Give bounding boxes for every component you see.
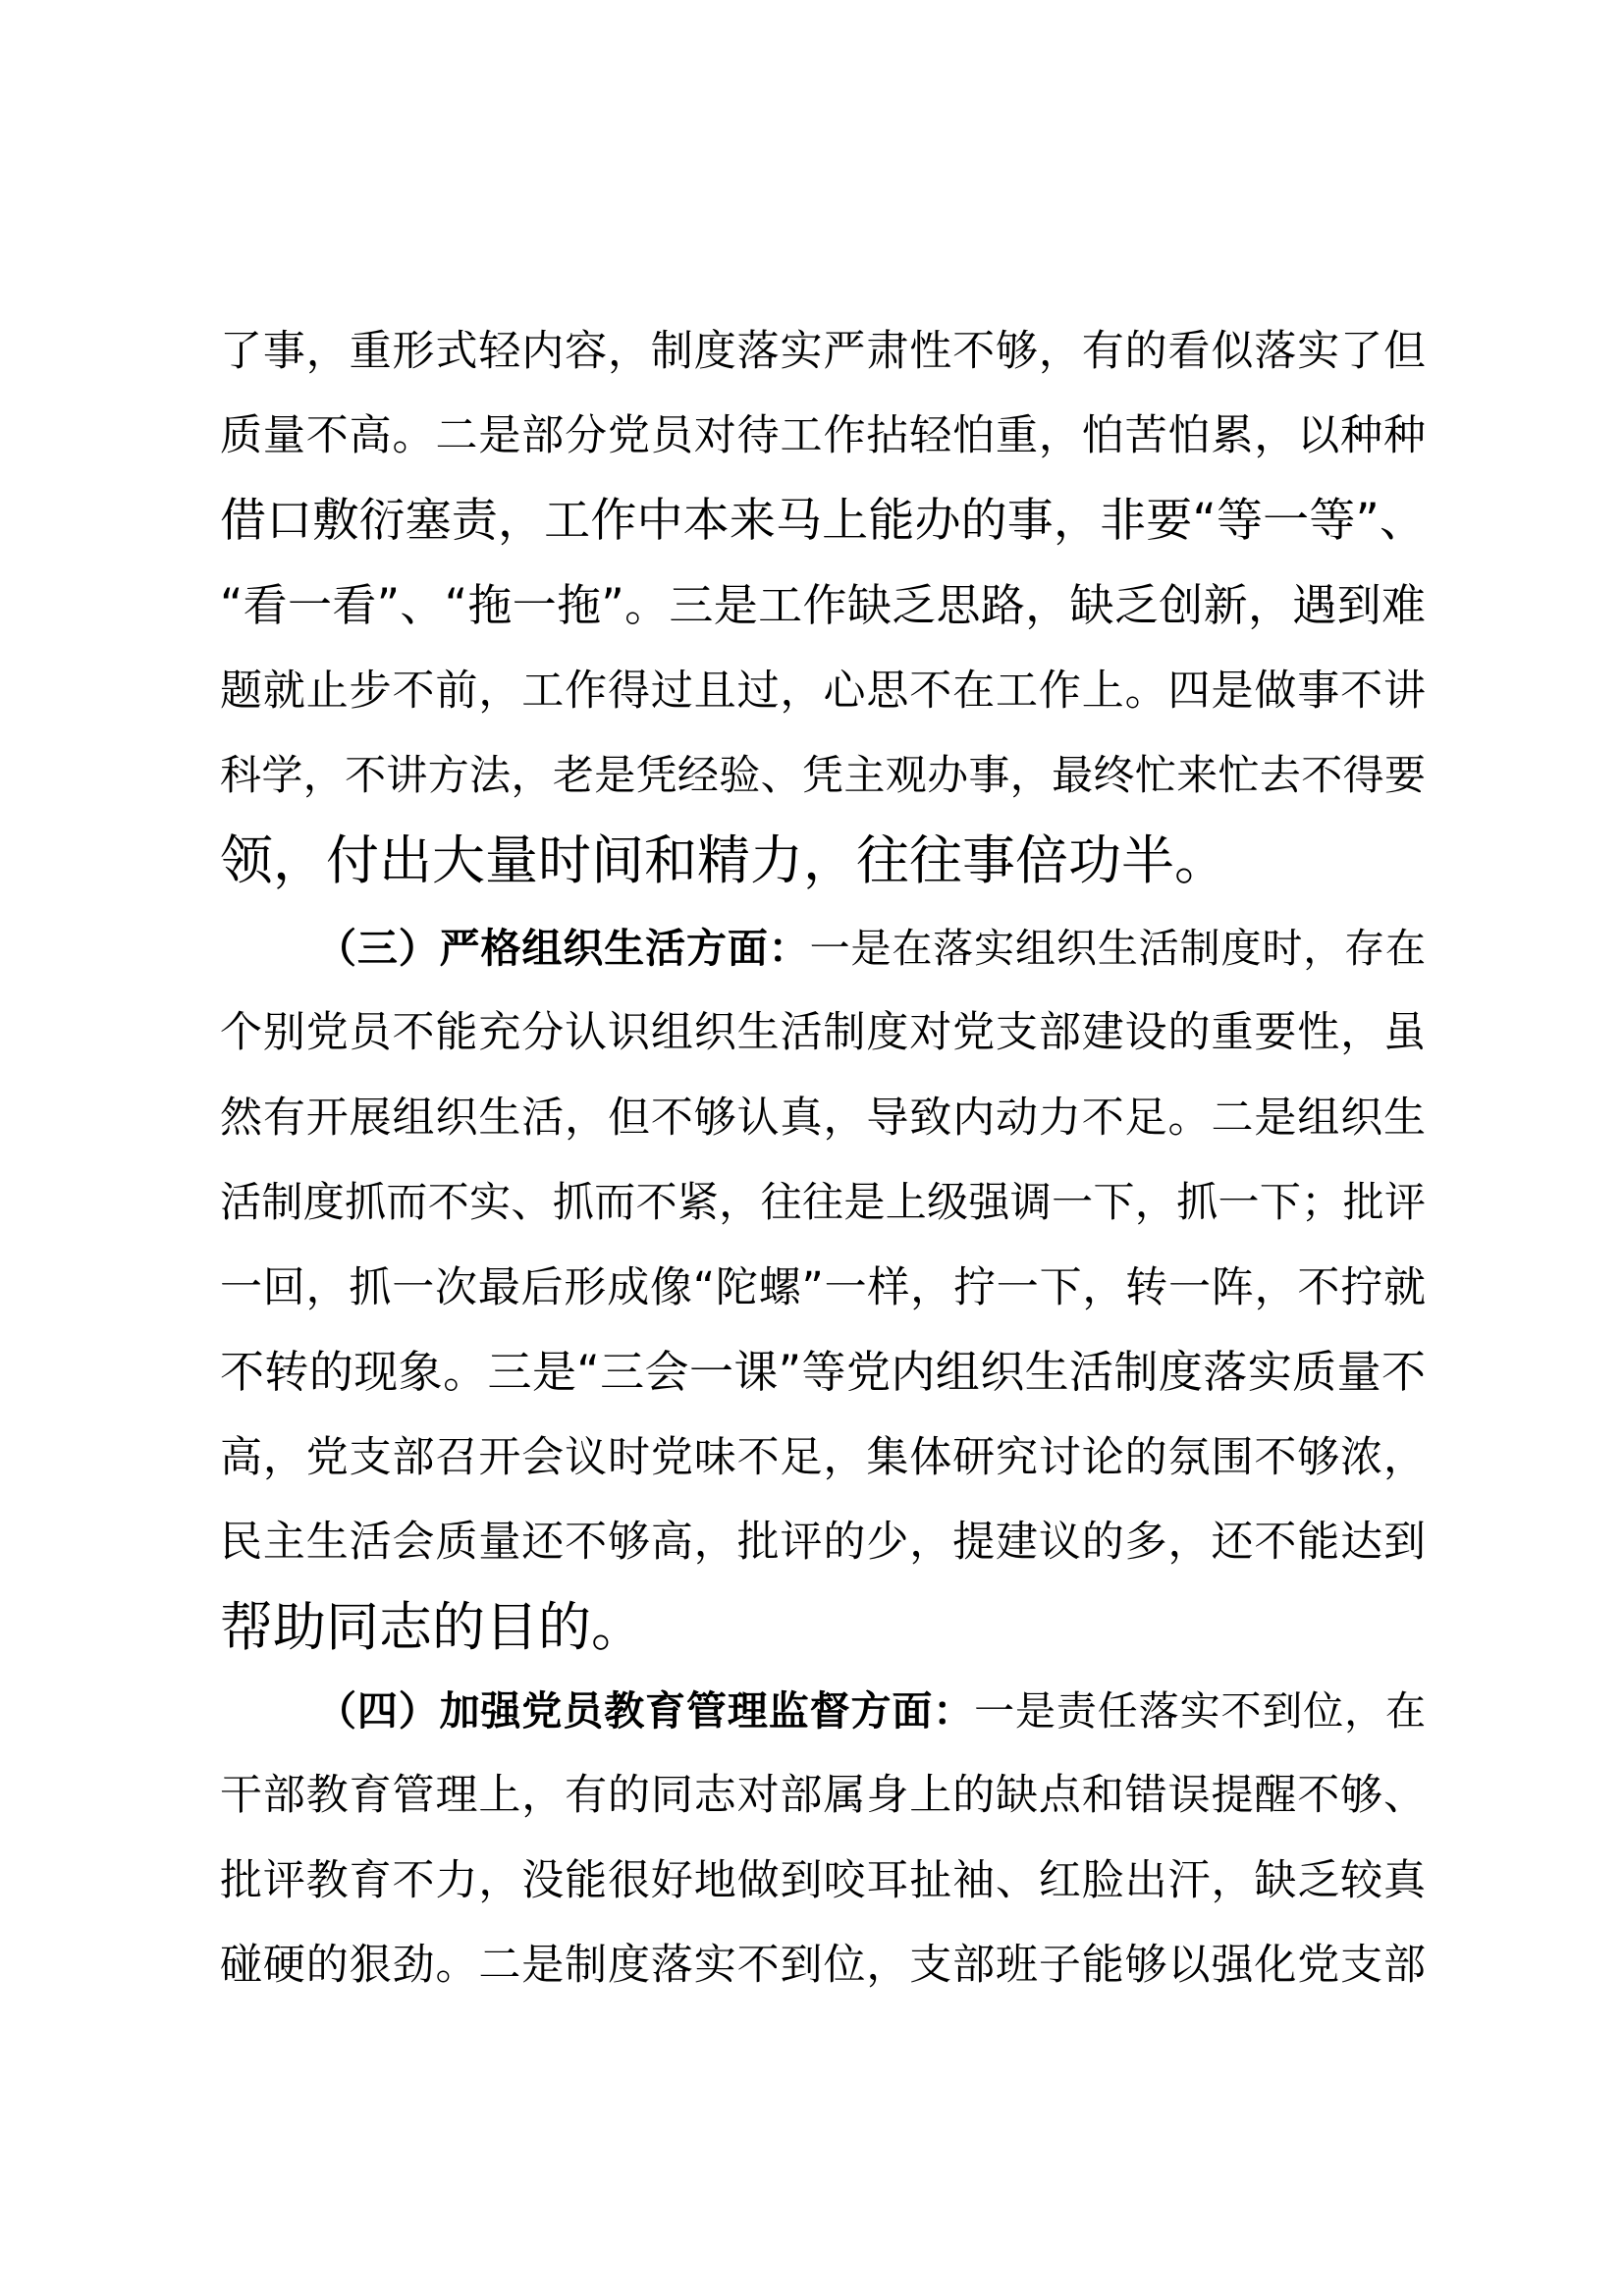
text-line: 然有开展组织生活，但不够认真，导致内动力不足。二是组织生 [220, 1094, 1426, 1143]
text-line: 个别党员不能充分认识组织生活制度对党支部建设的重要性，虽 [220, 1008, 1426, 1057]
text-line: 民主生活会质量还不够高，批评的少，提建议的多，还不能达到 [220, 1518, 1426, 1567]
text-run: 一是责任落实不到位，在 [974, 1687, 1427, 1735]
text-line: 题就止步不前，工作得过且过，心思不在工作上。四是做事不讲 [220, 667, 1426, 716]
text-line: 干部教育管理上，有的同志对部属身上的缺点和错误提醒不够、 [220, 1771, 1426, 1820]
text-line: 碰硬的狠劲。二是制度落实不到位，支部班子能够以强化党支部 [220, 1941, 1426, 1990]
text-line: 一回，抓一次最后形成像“陀螺”一样，拧一下，转一阵，不拧就 [220, 1263, 1426, 1312]
text-line: “看一看”、“拖一拖”。三是工作缺乏思路，缺乏创新，遇到难 [220, 579, 1426, 631]
text-line: 高，党支部召开会议时党味不足，集体研究讨论的氛围不够浓， [220, 1433, 1426, 1482]
section-first-line [316, 1669, 1426, 1753]
text-line: 不转的现象。三是“三会一课”等党内组织生活制度落实质量不 [220, 1346, 1426, 1398]
text-line: 批评教育不力，没能很好地做到咬耳扯袖、红脸出汗，缺乏较真 [220, 1856, 1426, 1905]
text-line: 借口敷衍塞责，工作中本来马上能办的事，非要“等一等”、 [220, 494, 1426, 548]
section-first-line [316, 906, 1426, 990]
text-line: 领，付出大量时间和精力，往往事倍功半。 [220, 829, 1227, 891]
text-line: 帮助同志的目的。 [220, 1596, 644, 1658]
text-run: 一是在落实组织生活制度时，存在 [809, 925, 1427, 972]
text-line: 了事，重形式轻内容，制度落实严肃性不够，有的看似落实了但 [220, 327, 1426, 376]
text-line: 活制度抓而不实、抓而不紧，往往是上级强调一下，抓一下；批评 [220, 1178, 1426, 1226]
section-heading: （四）加强党员教育管理监督方面： [316, 1687, 975, 1735]
text-line: 质量不高。二是部分党员对待工作拈轻怕重，怕苦怕累，以种种 [220, 411, 1426, 460]
section-heading: （三）严格组织生活方面： [316, 925, 810, 972]
text-line: 科学，不讲方法，老是凭经验、凭主观办事，最终忙来忙去不得要 [220, 751, 1426, 799]
